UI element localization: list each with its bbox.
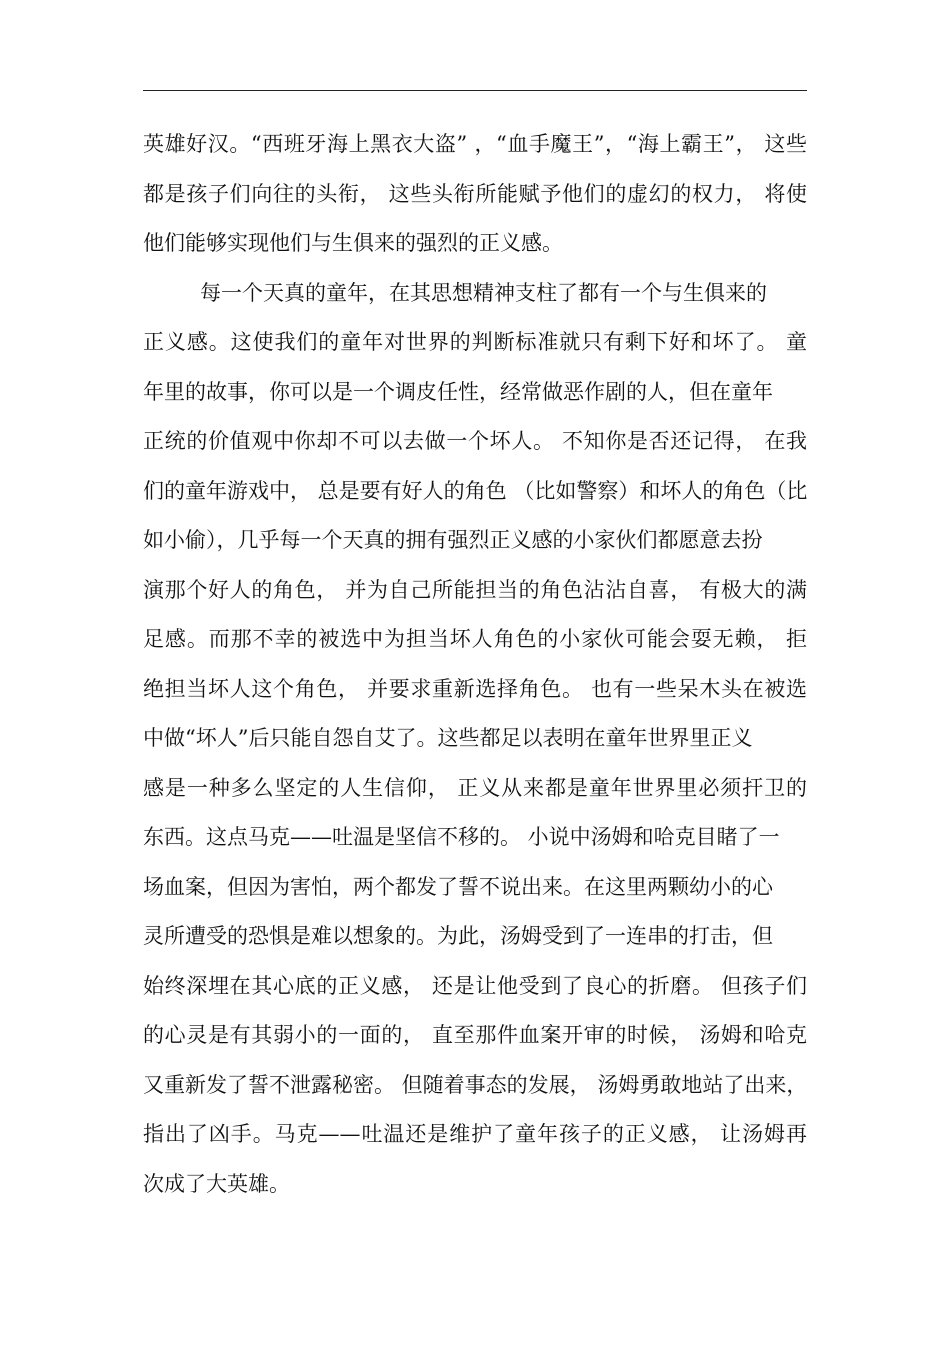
text-line: 又重新发了誓不泄露秘密。 但随着事态的发展， 汤姆勇敢地站了出来， (143, 1072, 808, 1097)
text-line: 演那个好人的角色， 并为自己所能担当的角色沾沾自喜， 有极大的满 (143, 577, 807, 602)
text-line: 他们能够实现他们与生俱来的强烈的正义感。 (143, 231, 563, 255)
text-line: 绝担当坏人这个角色， 并要求重新选择角色。 也有一些呆木头在被选 (143, 676, 807, 701)
paragraph-first-line: 每一个天真的童年，在其思想精神支柱了都有一个与生俱来的 (200, 280, 767, 305)
text-line: 都是孩子们向往的头衔， 这些头衔所能赋予他们的虚幻的权力， 将使 (143, 181, 807, 206)
text-line: 的心灵是有其弱小的一面的， 直至那件血案开审的时候， 汤姆和哈克 (143, 1023, 807, 1047)
text-line: 灵所遭受的恐惧是难以想象的。为此，汤姆受到了一连串的打击，但 (143, 924, 773, 948)
text-line: 场血案，但因为害怕，两个都发了誓不说出来。在这里两颗幼小的心 (143, 874, 773, 899)
text-line: 正义感。这使我们的童年对世界的判断标准就只有剩下好和坏了。 童 (143, 330, 807, 354)
text-line: 指出了凶手。马克——吐温还是维护了童年孩子的正义感， 让汤姆再 (143, 1122, 807, 1146)
text-line: 们的童年游戏中， 总是要有好人的角色 （比如警察）和坏人的角色（比 (143, 478, 808, 503)
text-line: 足感。而那不幸的被选中为担当坏人角色的小家伙可能会耍无赖， 拒 (143, 627, 807, 651)
text-line: 始终深埋在其心底的正义感， 还是让他受到了良心的折磨。 但孩子们 (143, 973, 807, 998)
text-line: 次成了大英雄。 (143, 1171, 290, 1196)
body-text (143, 124, 807, 1213)
text-line: 感是一种多么坚定的人生信仰， 正义从来都是童年世界里必须扞卫的 (143, 775, 807, 800)
text-line: 正统的价值观中你却不可以去做一个坏人。 不知你是否还记得， 在我 (143, 429, 807, 453)
text-line: 东西。这点马克——吐温是坚信不移的。 小说中汤姆和哈克目睹了一 (143, 825, 780, 849)
text-line: 年里的故事，你可以是一个调皮任性，经常做恶作剧的人，但在童年 (143, 379, 773, 404)
text-line: 英雄好汉。“西班牙海上黑衣大盗” ，“血手魔王”，“海上霸王”， 这些 (143, 132, 807, 156)
text-line: 如小偷），几乎每一个天真的拥有强烈正义感的小家伙们都愿意去扮 (143, 528, 763, 552)
text-line: 中做“坏人”后只能自怨自艾了。这些都足以表明在童年世界里正义 (143, 726, 753, 750)
header-divider (143, 90, 807, 91)
